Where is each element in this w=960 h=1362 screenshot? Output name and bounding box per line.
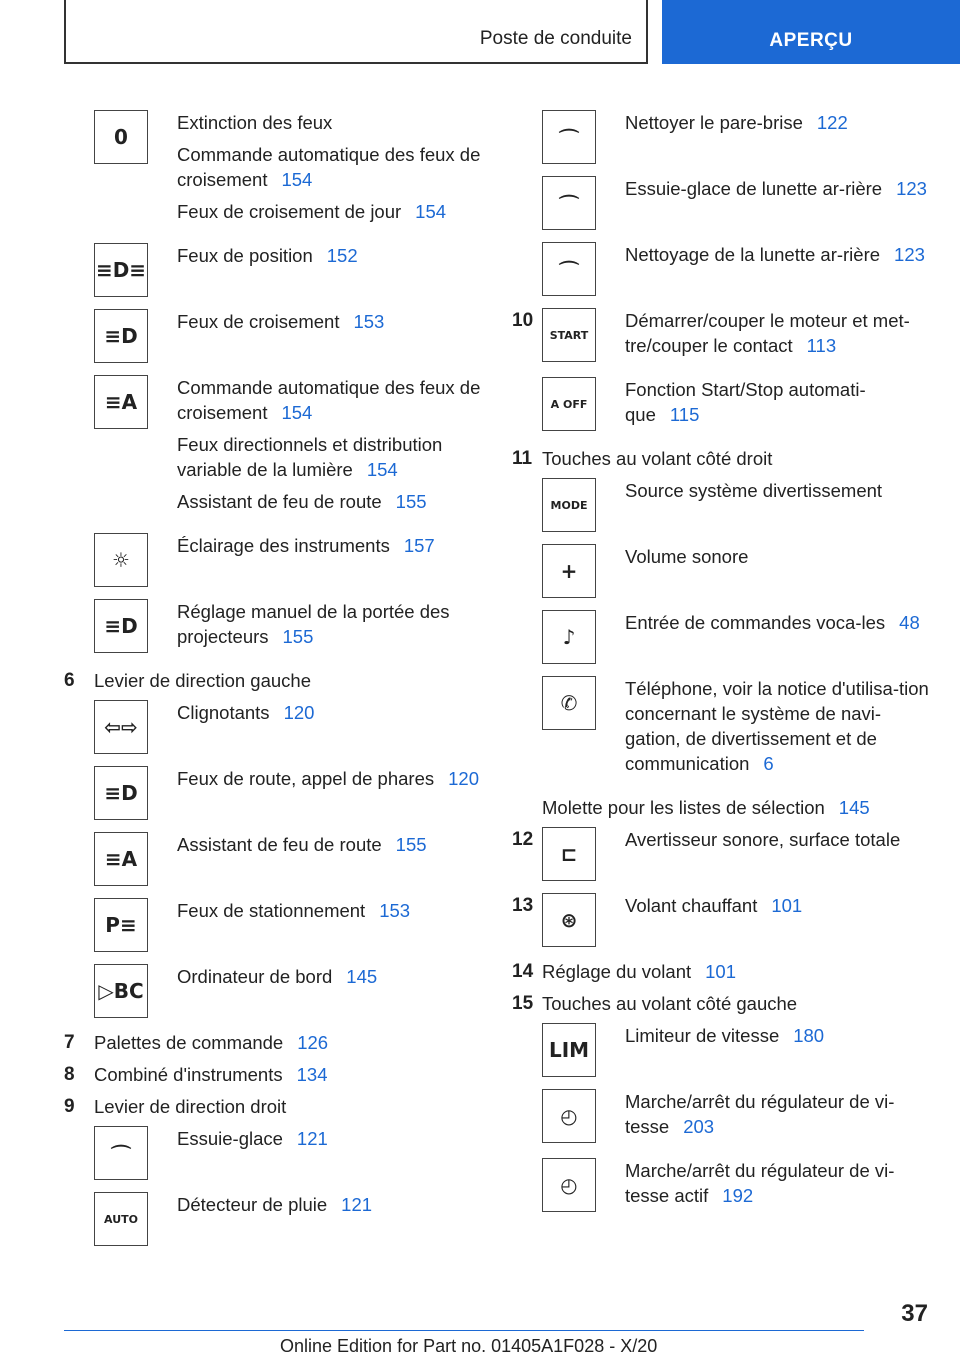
item-text — [177, 110, 484, 231]
page-ref-link[interactable]: 48 — [899, 612, 920, 633]
icon-glyph: START — [549, 328, 589, 342]
active-cruise-control-icon — [542, 1158, 596, 1212]
section-label — [94, 1062, 484, 1087]
page-ref-link[interactable]: 154 — [366, 459, 398, 480]
mode-icon — [542, 478, 596, 532]
list-item — [64, 533, 484, 587]
icon-glyph: ⌒ — [559, 192, 579, 217]
item-text — [625, 676, 932, 783]
icon-glyph: 0 — [114, 125, 128, 149]
item-text — [625, 377, 932, 434]
item-line — [177, 766, 484, 791]
windshield-washer-icon — [542, 110, 596, 164]
item-number: 10 — [512, 310, 534, 331]
item-label: Volume sonore — [625, 546, 749, 567]
item-label: Assistant de feu de route — [177, 491, 382, 512]
list-item — [512, 446, 932, 471]
list-item — [64, 1192, 484, 1246]
item-label: Marche/arrêt du régulateur de vi-tesse — [625, 1091, 895, 1137]
list-item — [512, 1158, 932, 1215]
page-ref-link[interactable]: 155 — [395, 491, 427, 512]
high-beam-assist-icon — [94, 832, 148, 886]
icon-glyph: ☼ — [112, 548, 130, 572]
icon-glyph: ⊏ — [560, 842, 578, 866]
item-text — [177, 243, 484, 275]
rear-wiper-icon — [542, 176, 596, 230]
item-label: Extinction des feux — [177, 112, 333, 133]
item-text — [625, 1089, 932, 1146]
page-ref-link[interactable]: 101 — [771, 895, 803, 916]
list-item — [64, 1030, 484, 1055]
parking-lights-icon — [94, 898, 148, 952]
icon-glyph: ⇦⇨ — [104, 715, 138, 739]
item-line — [625, 478, 932, 503]
item-label: Entrée de commandes voca-les — [625, 612, 886, 633]
page-ref-link[interactable]: 122 — [816, 112, 848, 133]
page-ref-link[interactable]: 145 — [346, 966, 378, 987]
item-label: Touches au volant côté gauche — [542, 993, 798, 1014]
footer-edition: Online Edition for Part no. 01405A1F028 - X/20 — [280, 1336, 658, 1356]
item-number: 13 — [512, 895, 534, 916]
page-ref-link[interactable]: 192 — [722, 1185, 754, 1206]
list-item — [512, 610, 932, 664]
item-number: 14 — [512, 961, 534, 982]
item-line — [625, 176, 932, 201]
start-stop-icon — [542, 308, 596, 362]
item-number: 9 — [64, 1096, 75, 1117]
item-line — [177, 964, 484, 989]
icon-glyph: ♪ — [562, 625, 576, 649]
turn-signal-icon — [94, 700, 148, 754]
item-line — [625, 308, 932, 358]
item-text — [625, 110, 932, 142]
icon-glyph: P≡ — [105, 913, 137, 937]
item-text — [625, 893, 932, 925]
item-label: Feux de route, appel de phares — [177, 768, 435, 789]
list-item — [64, 700, 484, 754]
page-ref-link[interactable]: 134 — [296, 1064, 328, 1085]
rain-sensor-icon — [94, 1192, 148, 1246]
item-line — [177, 599, 484, 649]
section-label — [542, 991, 932, 1016]
item-label: Démarrer/couper le moteur et met-tre/couper le contact — [625, 310, 910, 356]
item-label: Feux de croisement de jour — [177, 201, 402, 222]
item-text — [625, 544, 932, 576]
section-label — [542, 959, 932, 984]
item-label: Fonction Start/Stop automati-que — [625, 379, 866, 425]
item-label: Feux de croisement — [177, 311, 340, 332]
list-item — [64, 1126, 484, 1180]
item-line — [625, 1089, 932, 1139]
icon-glyph: ◴ — [560, 1173, 578, 1197]
item-label: Source système divertissement — [625, 480, 883, 501]
headlight-range-icon — [94, 599, 148, 653]
item-line — [625, 1023, 932, 1048]
item-line — [625, 676, 932, 776]
icon-glyph: AUTO — [104, 1212, 138, 1226]
item-line — [177, 1126, 484, 1151]
page-ref-link[interactable]: 101 — [705, 961, 737, 982]
list-item — [64, 766, 484, 820]
item-line — [177, 533, 484, 558]
page-ref-link[interactable]: 155 — [282, 626, 314, 647]
list-item — [512, 478, 932, 532]
list-item — [512, 893, 932, 947]
item-text — [177, 533, 484, 565]
page-ref-link[interactable]: 121 — [341, 1194, 373, 1215]
icon-glyph: ≡D≡ — [95, 258, 147, 282]
header-frame — [64, 0, 648, 64]
item-text — [177, 1192, 484, 1224]
icon-glyph: ✆ — [560, 691, 578, 715]
icon-glyph: ◴ — [560, 1104, 578, 1128]
list-item — [512, 991, 932, 1016]
list-item — [512, 544, 932, 598]
page-ref-link[interactable]: 157 — [403, 535, 435, 556]
heated-steering-wheel-icon — [542, 893, 596, 947]
item-line — [625, 377, 932, 427]
item-text — [625, 242, 932, 274]
item-line — [177, 432, 484, 482]
item-line — [625, 110, 932, 135]
auto-start-stop-off-icon — [542, 377, 596, 431]
item-label: Volant chauffant — [625, 895, 758, 916]
icon-glyph: MODE — [550, 498, 588, 512]
item-text — [625, 610, 932, 642]
board-computer-icon — [94, 964, 148, 1018]
list-item — [512, 242, 932, 296]
item-line — [177, 309, 484, 334]
item-line — [625, 610, 932, 635]
left-column — [64, 110, 484, 1258]
list-item — [64, 110, 484, 231]
list-item — [64, 599, 484, 656]
list-item — [512, 110, 932, 164]
item-number: 11 — [512, 448, 533, 469]
list-item — [64, 832, 484, 886]
right-column — [512, 110, 932, 1227]
page-ref-link[interactable]: 154 — [281, 402, 313, 423]
list-item — [64, 1062, 484, 1087]
item-label: Nettoyage de la lunette ar-rière — [625, 244, 881, 265]
item-text — [177, 309, 484, 341]
item-text — [625, 1158, 932, 1215]
item-label: Combiné d'instruments — [94, 1064, 283, 1085]
item-text — [625, 478, 932, 510]
item-line — [177, 700, 484, 725]
list-item — [64, 375, 484, 521]
item-label: Essuie-glace — [177, 1128, 283, 1149]
item-label: Avertisseur sonore, surface totale — [625, 829, 901, 850]
light-switch-zero-icon — [94, 110, 148, 164]
page-ref-link[interactable]: 120 — [283, 702, 315, 723]
item-text — [177, 832, 484, 864]
item-line — [177, 832, 484, 857]
item-label: Clignotants — [177, 702, 270, 723]
icon-glyph: ≡D — [104, 324, 138, 348]
list-item — [64, 898, 484, 952]
list-item — [512, 1023, 932, 1077]
item-text — [177, 700, 484, 732]
list-item — [512, 176, 932, 230]
list-item — [64, 309, 484, 363]
item-line — [625, 242, 932, 267]
item-label: Éclairage des instruments — [177, 535, 390, 556]
item-line — [177, 110, 484, 135]
item-number: 12 — [512, 829, 534, 850]
page-ref-link[interactable]: 113 — [806, 335, 837, 356]
footer-divider — [64, 1330, 864, 1331]
page-ref-link[interactable]: 6 — [763, 753, 774, 774]
item-label: Réglage du volant — [542, 961, 692, 982]
page-ref-link[interactable]: 154 — [415, 201, 447, 222]
horn-icon — [542, 827, 596, 881]
tab-apercu[interactable]: APERÇU — [662, 0, 960, 64]
cruise-control-icon — [542, 1089, 596, 1143]
item-text — [177, 375, 484, 521]
page-ref-link[interactable]: 153 — [353, 311, 385, 332]
item-text — [625, 1023, 932, 1055]
list-item — [512, 959, 932, 984]
page-ref-link[interactable]: 123 — [894, 244, 925, 265]
wiper-icon — [94, 1126, 148, 1180]
item-line — [177, 243, 484, 268]
item-label: Ordinateur de bord — [177, 966, 333, 987]
item-text — [177, 1126, 484, 1158]
low-beam-icon — [94, 309, 148, 363]
list-item — [512, 1089, 932, 1146]
auto-low-beam-icon — [94, 375, 148, 429]
page-ref-link[interactable]: 115 — [669, 404, 700, 425]
item-label: Téléphone, voir la notice d'utilisa-tion concernant le système de navi-gation, de divertissement et de communication — [625, 678, 929, 774]
item-label: Palettes de commande — [94, 1032, 284, 1053]
page-ref-link[interactable]: 121 — [296, 1128, 328, 1149]
icon-glyph: ⌒ — [559, 126, 579, 151]
item-text — [177, 766, 484, 798]
list-item — [512, 676, 932, 783]
icon-glyph: ⊛ — [560, 908, 578, 932]
list-item — [64, 964, 484, 1018]
item-label: Limiteur de vitesse — [625, 1025, 780, 1046]
item-label: Touches au volant côté droit — [542, 448, 773, 469]
icon-glyph: ⌒ — [111, 1142, 131, 1167]
volume-icon — [542, 544, 596, 598]
item-line — [625, 1158, 932, 1208]
list-item — [64, 1094, 484, 1119]
item-line — [177, 898, 484, 923]
item-label: Nettoyer le pare-brise — [625, 112, 803, 133]
speed-limiter-icon — [542, 1023, 596, 1077]
page-ref-link[interactable]: 152 — [326, 245, 358, 266]
item-number: 6 — [64, 670, 75, 691]
item-line — [177, 375, 484, 425]
item-number: 15 — [512, 993, 534, 1014]
item-line — [177, 489, 484, 514]
position-lights-icon — [94, 243, 148, 297]
item-label: Essuie-glace de lunette ar-rière — [625, 178, 883, 199]
list-item — [512, 377, 932, 434]
icon-glyph: ≡D — [104, 781, 138, 805]
list-item — [64, 668, 484, 693]
item-text — [625, 827, 932, 859]
item-label: Molette pour les listes de sélection — [542, 797, 825, 818]
page-number: 37 — [901, 1300, 928, 1327]
item-line — [177, 199, 484, 224]
item-text — [625, 176, 932, 208]
page-ref-link[interactable]: 153 — [379, 900, 411, 921]
item-number: 7 — [64, 1032, 75, 1053]
page-ref-link[interactable]: 203 — [683, 1116, 715, 1137]
list-item — [512, 827, 932, 881]
item-line — [625, 544, 932, 569]
rear-washer-icon — [542, 242, 596, 296]
icon-glyph: ≡A — [104, 847, 138, 871]
section-label — [94, 1030, 484, 1055]
item-text — [177, 964, 484, 996]
page-ref-link[interactable]: 123 — [896, 178, 927, 199]
list-item — [64, 243, 484, 297]
icon-glyph: ≡D — [104, 614, 138, 638]
phone-icon — [542, 676, 596, 730]
icon-glyph: LIM — [548, 1038, 590, 1062]
section-label — [542, 446, 932, 471]
icon-glyph: ▷BC — [98, 979, 144, 1003]
instrument-lighting-icon — [94, 533, 148, 587]
icon-glyph: A OFF — [550, 397, 588, 411]
page-ref-link[interactable]: 145 — [838, 797, 870, 818]
item-label: Commande automatique des feux de croisement — [177, 377, 481, 423]
item-label: Levier de direction droit — [94, 1096, 287, 1117]
item-label: Marche/arrêt du régulateur de vi-tesse actif — [625, 1160, 895, 1206]
page-ref-link[interactable]: 154 — [281, 169, 313, 190]
section-label — [94, 1094, 484, 1119]
item-label: Feux de position — [177, 245, 313, 266]
item-line — [177, 1192, 484, 1217]
item-line — [177, 142, 484, 192]
page-ref-link[interactable]: 126 — [297, 1032, 329, 1053]
item-label: Assistant de feu de route — [177, 834, 382, 855]
item-text — [177, 599, 484, 656]
icon-glyph: ⌒ — [559, 258, 579, 283]
item-number: 8 — [64, 1064, 75, 1085]
voice-command-icon — [542, 610, 596, 664]
list-item — [512, 308, 932, 365]
icon-glyph: + — [560, 559, 578, 583]
item-label: Commande automatique des feux de croisement — [177, 144, 481, 190]
item-line — [625, 827, 932, 852]
item-label: Levier de direction gauche — [94, 670, 312, 691]
section-label — [94, 668, 484, 693]
section-title: Poste de conduite — [479, 28, 632, 49]
high-beam-icon — [94, 766, 148, 820]
section-label — [542, 795, 932, 820]
page-ref-link[interactable]: 180 — [793, 1025, 825, 1046]
icon-glyph: ≡A — [104, 390, 138, 414]
item-label: Feux de stationnement — [177, 900, 366, 921]
item-label: Réglage manuel de la portée des projecteurs — [177, 601, 450, 647]
item-line — [625, 893, 932, 918]
item-label: Détecteur de pluie — [177, 1194, 328, 1215]
item-label: Feux directionnels et distribution variable de la lumière — [177, 434, 443, 480]
page-ref-link[interactable]: 120 — [448, 768, 479, 789]
list-item — [512, 795, 932, 820]
item-text — [625, 308, 932, 365]
page-ref-link[interactable]: 155 — [395, 834, 427, 855]
item-text — [177, 898, 484, 930]
